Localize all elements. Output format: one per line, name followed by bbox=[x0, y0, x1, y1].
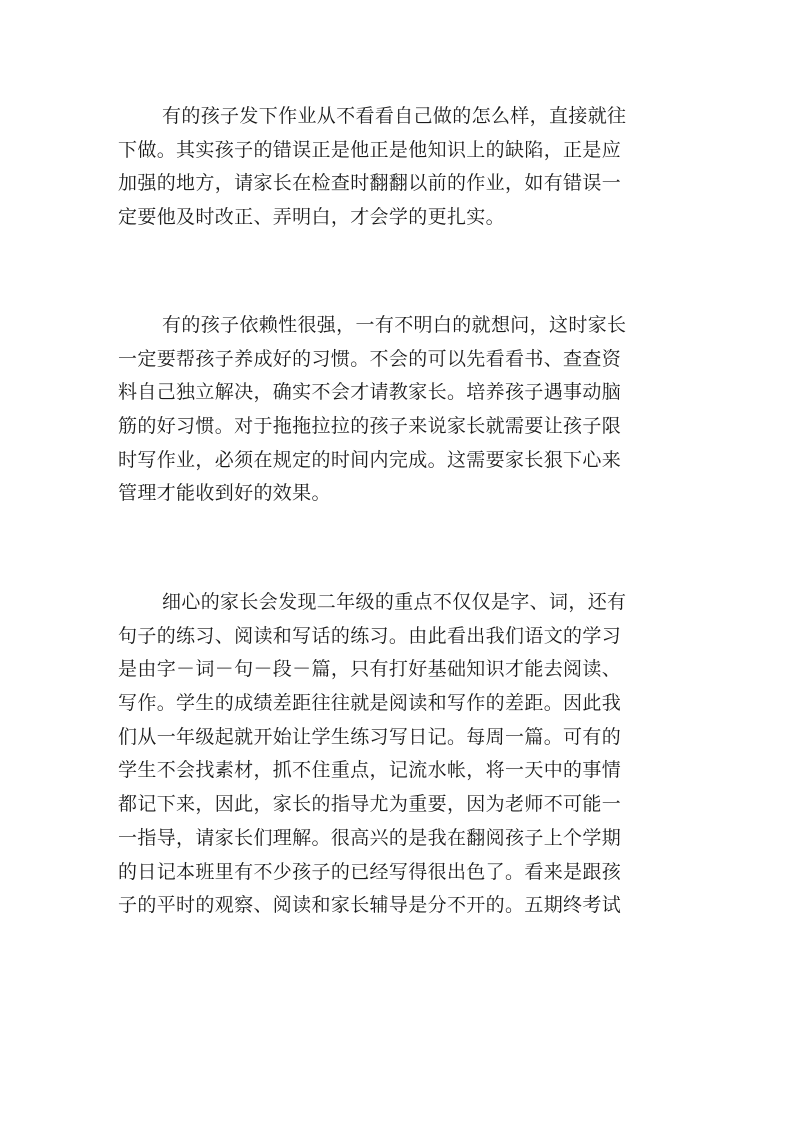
text-line: 有的孩子依赖性很强，一有不明白的就想问，这时家长 bbox=[162, 314, 627, 336]
paragraph-homework-self-check bbox=[118, 100, 688, 235]
text-line: 加强的地方，请家长在检查时翻翻以前的作业，如有错误一 bbox=[118, 172, 622, 195]
text-line: 定要他及时改正、弄明白，才会学的更扎实。 bbox=[118, 206, 506, 229]
text-line: 子的平时的观察、阅读和家长辅导是分不开的。五期终考试 bbox=[118, 894, 622, 917]
text-line: 学生不会找素材，抓不住重点，记流水帐，将一天中的事情 bbox=[118, 759, 622, 782]
text-line: 管理才能收到好的效果。 bbox=[118, 482, 331, 505]
text-line: 都记下来，因此，家长的指导尤为重要，因为老师不可能一 bbox=[118, 793, 622, 816]
text-line: 时写作业，必须在规定的时间内完成。这需要家长狠下心来 bbox=[118, 448, 622, 471]
text-line: 句子的练习、阅读和写话的练习。由此看出我们语文的学习 bbox=[118, 624, 622, 647]
text-line: 是由字－词－句－段－篇，只有打好基础知识才能去阅读、 bbox=[118, 658, 622, 681]
paragraph-dependence-habits bbox=[118, 309, 688, 511]
text-line: 一定要帮孩子养成好的习惯。不会的可以先看看书、查查资 bbox=[118, 347, 622, 370]
text-line: 的日记本班里有不少孩子的已经写得很出色了。看来是跟孩 bbox=[118, 860, 622, 883]
text-line: 一指导，请家长们理解。很高兴的是我在翻阅孩子上个学期 bbox=[118, 826, 622, 849]
text-line: 筋的好习惯。对于拖拖拉拉的孩子来说家长就需要让孩子限 bbox=[118, 415, 622, 438]
text-line: 细心的家长会发现二年级的重点不仅仅是字、词，还有 bbox=[162, 591, 627, 613]
text-line: 料自己独立解决，确实不会才请教家长。培养孩子遇事动脑 bbox=[118, 381, 622, 404]
text-line: 有的孩子发下作业从不看看自己做的怎么样，直接就往 bbox=[162, 105, 627, 127]
paragraph-reading-writing bbox=[118, 586, 688, 923]
text-line: 下做。其实孩子的错误正是他正是他知识上的缺陷，正是应 bbox=[118, 138, 622, 161]
text-line: 写作。学生的成绩差距往往就是阅读和写作的差距。因此我 bbox=[118, 692, 622, 715]
text-line: 们从一年级起就开始让学生练习写日记。每周一篇。可有的 bbox=[118, 725, 622, 748]
